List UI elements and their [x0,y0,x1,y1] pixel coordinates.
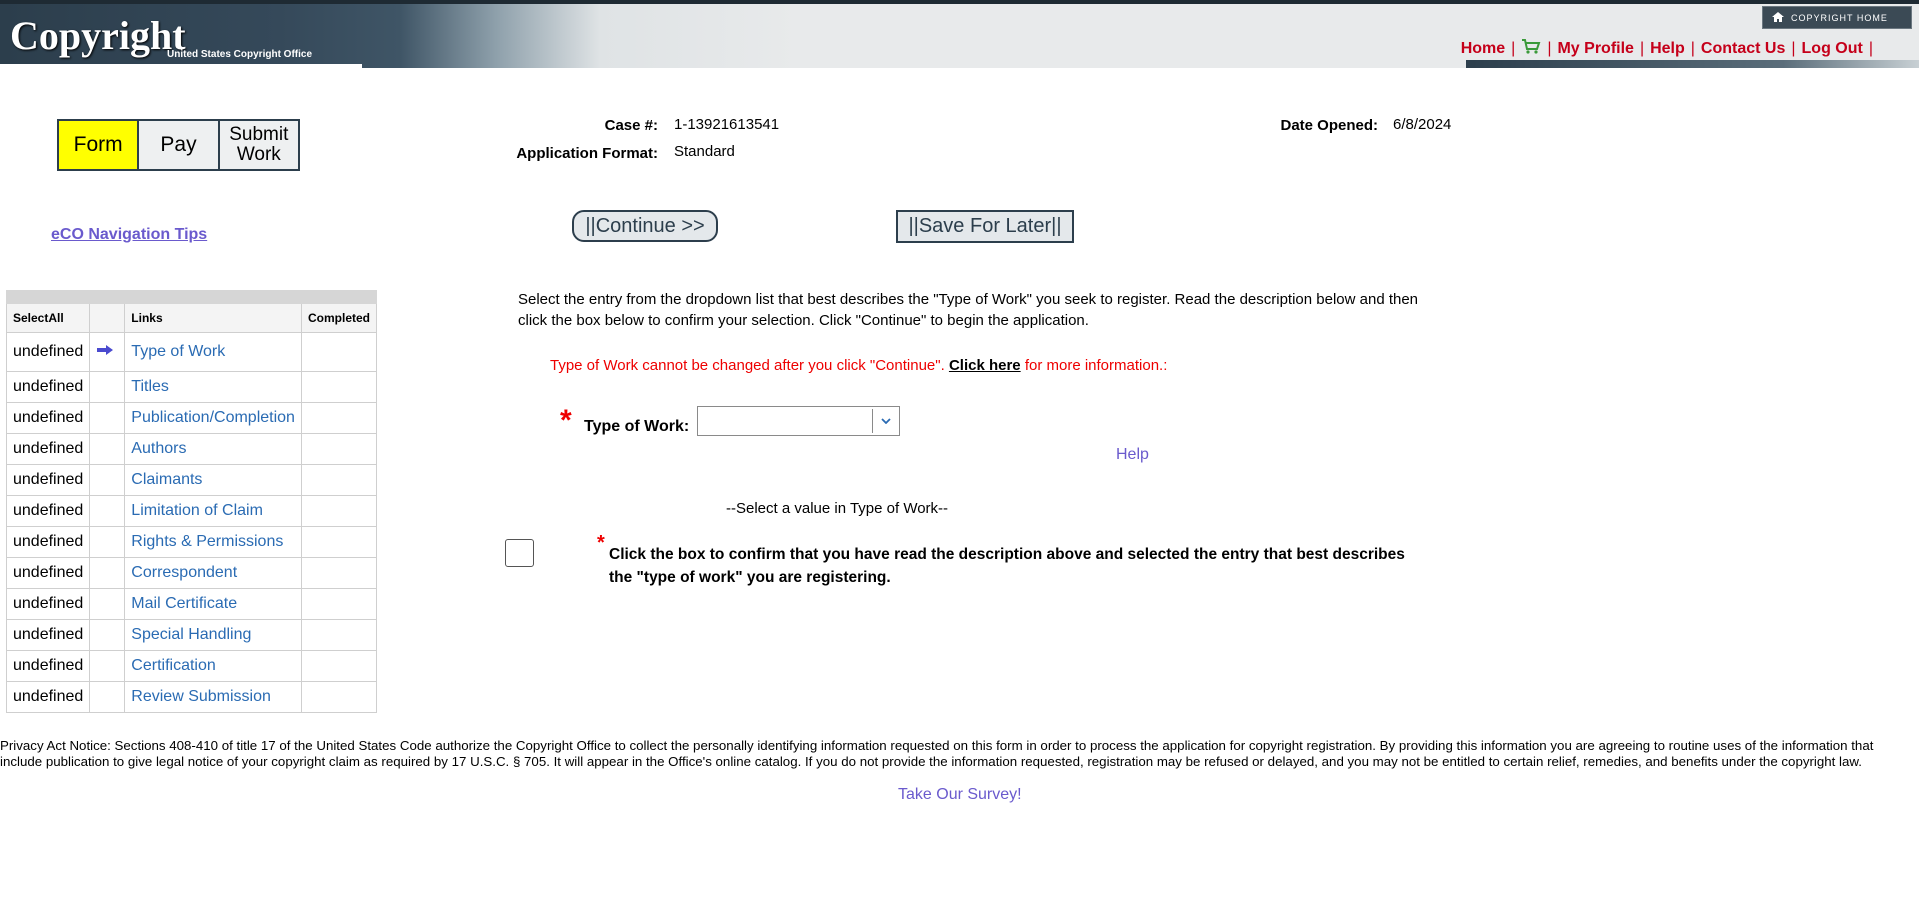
header-select-all[interactable]: SelectAll [7,304,90,333]
select-cell: undefined [7,589,90,620]
header-accent-bar [1466,60,1919,68]
save-for-later-button[interactable]: ||Save For Later|| [896,210,1074,243]
logo[interactable]: Copyright [10,13,186,58]
table-row [7,434,377,465]
case-number-value: 1-13921613541 [674,116,780,133]
select-cell: undefined [7,496,90,527]
select-cell: undefined [7,527,90,558]
link-cell [125,620,302,651]
select-value-message: --Select a value in Type of Work-- [726,500,949,517]
nav-link-certification[interactable]: Certification [131,657,216,674]
link-cell [125,651,302,682]
table-row [7,589,377,620]
nav-link-mail-certificate[interactable]: Mail Certificate [131,595,238,612]
nav-link-authors[interactable]: Authors [131,440,187,457]
case-number-label: Case #: [604,117,658,134]
select-cell: undefined [7,333,90,372]
table-row [7,527,377,558]
nav-link-titles[interactable]: Titles [131,378,169,395]
nav-link-correspondent[interactable]: Correspondent [131,564,238,581]
type-of-work-label: Type of Work: [584,418,690,435]
progress-steps [57,119,300,171]
completed-cell [301,651,376,682]
top-nav-links: Home | | My Profile | Help | Contact Us | Log Out | [1461,38,1879,59]
indicator-cell [90,465,125,496]
link-cell [125,465,302,496]
privacy-act-notice: Privacy Act Notice: Sections 408-410 of title 17 of the United States Code authorize the Copyright Office to collect the personally identifying information requested on this form in order to process the application for copyright registration. By providing this information you are agreeing to routine uses of the information that include publication to give legal notice of your copyright claim as required by 17 U.S.C. § 705. It will appear in the Office's online catalog. If you do not provide the information requested, registration may be refused or delayed, and you may not be entitled to certain relief, remedies, and benefits under the copyright law. [0,738,1874,769]
select-cell: undefined [7,558,90,589]
my-profile-link[interactable]: My Profile [1557,39,1634,57]
step-form: Form [59,121,139,169]
confirm-checkbox[interactable] [505,539,534,567]
table-row [7,333,377,372]
link-cell [125,589,302,620]
log-out-link[interactable]: Log Out [1801,39,1863,57]
chevron-down-icon[interactable] [872,409,899,433]
nav-link-review-submission[interactable]: Review Submission [131,688,271,705]
take-survey-link[interactable]: Take Our Survey! [898,786,1022,803]
navigation-table [6,290,377,713]
table-row [7,465,377,496]
nav-link-type-of-work[interactable]: Type of Work [131,343,226,360]
link-cell [125,682,302,713]
header-links: Links [125,304,302,333]
copyright-home-label: COPYRIGHT HOME [1791,12,1888,23]
link-cell [125,558,302,589]
required-asterisk: * [560,404,572,437]
navigation-tips-link[interactable]: eCO Navigation Tips [51,226,208,243]
select-cell: undefined [7,682,90,713]
completed-cell [301,558,376,589]
continue-button[interactable]: ||Continue >> [572,210,718,242]
type-of-work-warning: Type of Work cannot be changed after you click "Continue". Click here for more information.: [550,357,1168,374]
header-divider [0,64,362,68]
select-cell: undefined [7,403,90,434]
indicator-cell [90,496,125,527]
table-row [7,682,377,713]
link-cell [125,434,302,465]
table-row [7,620,377,651]
step-pay: Pay [139,121,219,169]
indicator-cell [90,682,125,713]
table-header-row [7,304,377,333]
link-cell [125,333,302,372]
application-format-label: Application Format: [516,145,658,162]
indicator-cell [90,620,125,651]
help-link[interactable]: Help [1650,39,1685,57]
cart-icon[interactable] [1521,38,1541,59]
header-indicator [90,304,125,333]
link-cell [125,372,302,403]
table-top-bar [7,291,377,304]
application-format-value: Standard [674,143,735,160]
indicator-cell [90,558,125,589]
nav-link-claimants[interactable]: Claimants [131,471,203,488]
type-of-work-help-link[interactable]: Help [1116,446,1149,463]
select-cell: undefined [7,372,90,403]
indicator-cell [90,403,125,434]
completed-cell [301,465,376,496]
nav-link-publication-completion[interactable]: Publication/Completion [131,409,295,426]
completed-cell [301,589,376,620]
table-row [7,558,377,589]
link-cell [125,496,302,527]
select-cell: undefined [7,651,90,682]
header [0,0,1919,68]
nav-link-special-handling[interactable]: Special Handling [131,626,252,643]
indicator-cell [90,527,125,558]
select-cell: undefined [7,434,90,465]
step-submit-work: Submit Work [220,121,298,169]
nav-link-limitation-of-claim[interactable]: Limitation of Claim [131,502,263,519]
nav-link-rights-permissions[interactable]: Rights & Permissions [131,533,284,550]
completed-cell [301,527,376,558]
select-cell: undefined [7,620,90,651]
table-row [7,651,377,682]
completed-cell [301,403,376,434]
type-of-work-dropdown[interactable] [697,406,900,436]
header-completed: Completed [301,304,376,333]
completed-cell [301,620,376,651]
completed-cell [301,333,376,372]
date-opened-value: 6/8/2024 [1393,116,1452,133]
required-asterisk: * [597,532,605,554]
copyright-home-button[interactable] [1762,6,1912,29]
home-link[interactable]: Home [1460,39,1506,57]
date-opened-label: Date Opened: [1280,117,1378,134]
click-here-link[interactable]: Click here [948,357,1021,374]
completed-cell [301,434,376,465]
link-cell [125,403,302,434]
header-banner [0,4,800,68]
confirm-text: Click the box to confirm that you have read the description above and selected the entry that best describes the "type of work" you are registering. [609,546,1405,586]
arrow-right-icon [90,333,125,372]
home-icon [1771,11,1785,25]
table-row [7,403,377,434]
completed-cell [301,682,376,713]
contact-us-link[interactable]: Contact Us [1700,39,1786,57]
instructions-text: Select the entry from the dropdown list that best describes the "Type of Work" you seek to register. Read the description below and then click the box below to confirm your selection. Click "Continue" to begin the application. [518,291,1419,329]
table-row [7,372,377,403]
select-cell: undefined [7,465,90,496]
table-row [7,496,377,527]
logo-subtitle: United States Copyright Office [167,49,313,60]
completed-cell [301,372,376,403]
link-cell [125,527,302,558]
indicator-cell [90,434,125,465]
indicator-cell [90,651,125,682]
indicator-cell [90,589,125,620]
completed-cell [301,496,376,527]
indicator-cell [90,372,125,403]
